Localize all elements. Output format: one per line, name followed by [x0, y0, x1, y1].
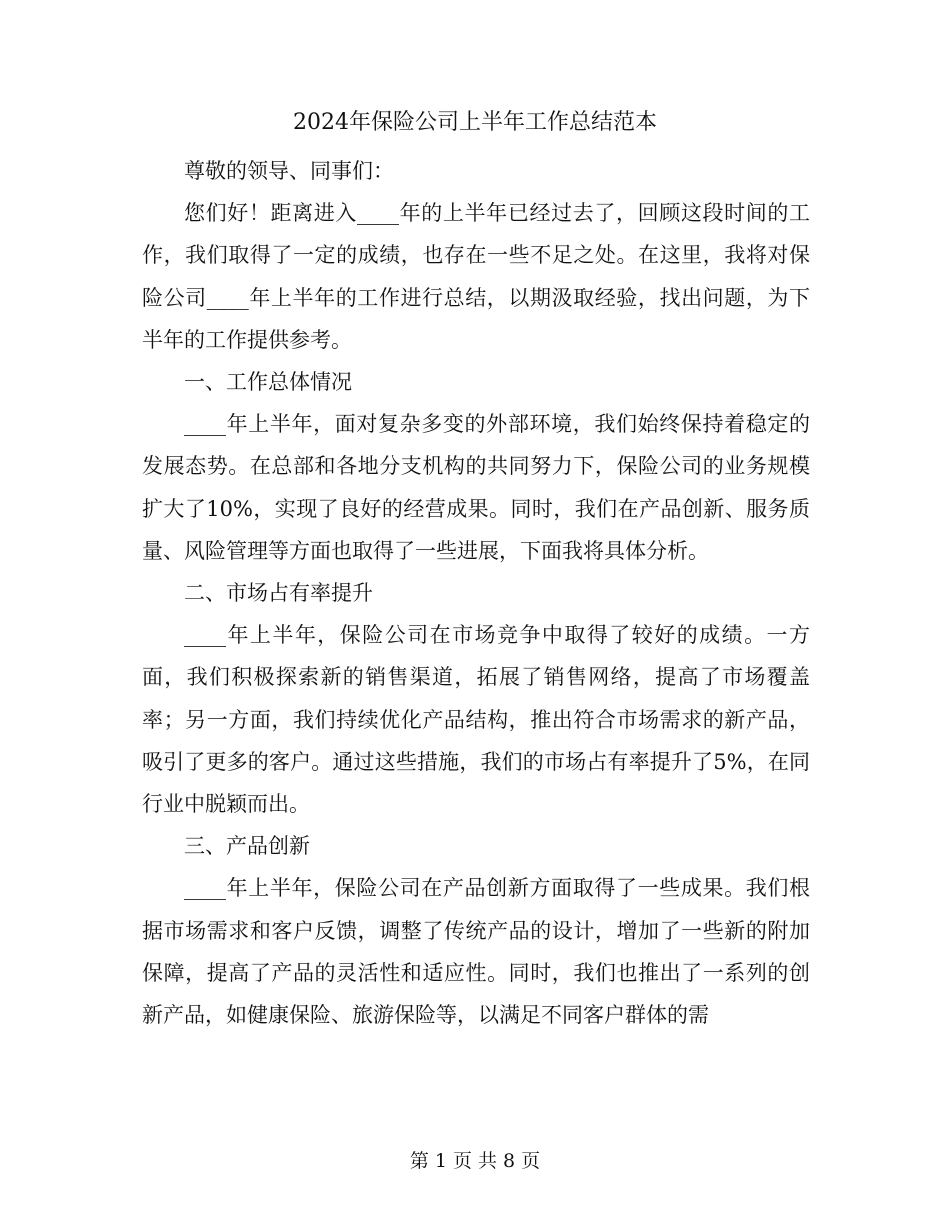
salutation: 尊敬的领导、同事们： [184, 159, 394, 183]
paragraph-intro: 您们好！距离进入____年的上半年已经过去了，回顾这段时间的工作，我们取得了一定的成绩，也存在一些不足之处。在这里，我将对保险公司____年上半年的工作进行总结，以期汲取经验，找出问题，为下半年的工作提供参考。 [142, 201, 810, 352]
paragraph-product: ____年上半年，保险公司在产品创新方面取得了一些成果。我们根据市场需求和客户反馈，调整了传统产品的设计，增加了一些新的附加保障，提高了产品的灵活性和适应性。同时，我们也推出了一系列的创新产品，如健康保险、旅游保险等，以满足不同客户群体的需 [142, 876, 810, 1028]
page-footer: 第 1 页 共 8 页 [409, 1150, 541, 1172]
paragraph-market: ____年上半年，保险公司在市场竞争中取得了较好的成绩。一方面，我们积极探索新的销售渠道，拓展了销售网络，提高了市场覆盖率；另一方面，我们持续优化产品结构，推出符合市场需求的新产品，吸引了更多的客户。通过这些措施，我们的市场占有率提升了5%，在同行业中脱颖而出。 [142, 623, 810, 817]
section-heading-1: 一、工作总体情况 [184, 370, 352, 395]
document-title: 2024年保险公司上半年工作总结范本 [293, 110, 657, 135]
section-heading-3: 三、产品创新 [184, 834, 310, 859]
section-heading-2: 二、市场占有率提升 [184, 581, 373, 606]
paragraph-overall: ____年上半年，面对复杂多变的外部环境，我们始终保持着稳定的发展态势。在总部和各地分支机构的共同努力下，保险公司的业务规模扩大了10%，实现了良好的经营成果。同时，我们在产品创新、服务质量、风险管理等方面也取得了一些进展，下面我将具体分析。 [142, 412, 810, 563]
document-body [142, 150, 810, 1036]
